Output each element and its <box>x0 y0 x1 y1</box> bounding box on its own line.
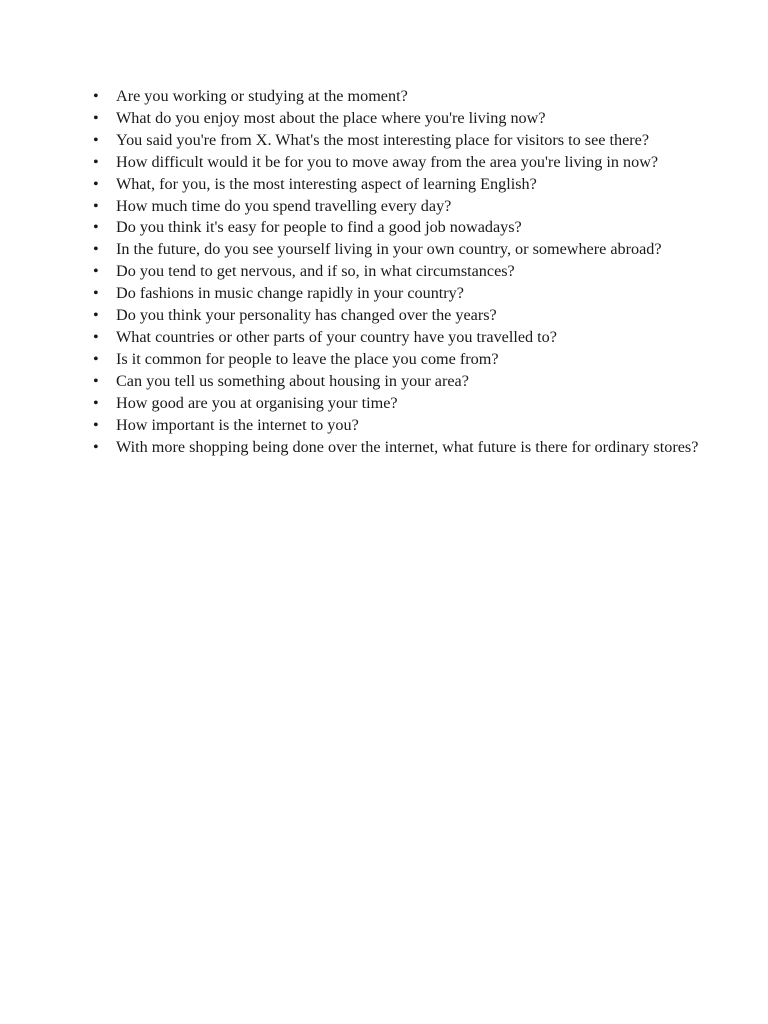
question-text: Is it common for people to leave the place you come from? <box>116 349 499 368</box>
question-item <box>70 174 753 196</box>
question-item <box>70 196 753 218</box>
question-item <box>70 305 753 327</box>
bullet-icon: • <box>93 152 99 171</box>
bullet-icon: • <box>93 349 99 368</box>
question-item <box>70 349 753 371</box>
bullet-icon: • <box>93 108 99 127</box>
question-item <box>70 393 753 415</box>
bullet-icon: • <box>93 393 99 412</box>
bullet-icon: • <box>93 87 99 105</box>
bullet-icon: • <box>93 240 99 259</box>
question-text: In the future, do you see yourself living in your own country, or somewhere abroad? <box>116 240 662 259</box>
question-item <box>70 415 753 437</box>
question-item <box>70 130 753 152</box>
question-text: Do you tend to get nervous, and if so, in what circumstances? <box>116 262 515 281</box>
question-item <box>70 371 753 393</box>
question-text: Are you working or studying at the moment? <box>116 87 408 105</box>
question-text: Can you tell us something about housing in your area? <box>116 371 469 390</box>
bullet-icon: • <box>93 371 99 390</box>
question-item <box>70 327 753 349</box>
question-item <box>70 437 753 459</box>
question-text: You said you're from X. What's the most interesting place for visitors to see there? <box>116 130 650 149</box>
bullet-icon: • <box>93 130 99 149</box>
question-item <box>70 239 753 261</box>
bullet-icon: • <box>93 327 99 346</box>
question-text: What do you enjoy most about the place where you're living now? <box>116 108 546 127</box>
document-page <box>93 86 753 458</box>
question-item <box>70 86 753 108</box>
bullet-icon: • <box>93 437 99 456</box>
question-text: What, for you, is the most interesting aspect of learning English? <box>116 174 537 193</box>
question-text: How much time do you spend travelling every day? <box>116 196 452 215</box>
question-item <box>70 108 753 130</box>
bullet-icon: • <box>93 174 99 193</box>
question-item <box>70 217 753 239</box>
question-list <box>93 86 753 458</box>
question-item <box>70 283 753 305</box>
question-text: Do fashions in music change rapidly in your country? <box>116 284 464 303</box>
question-text: Do you think your personality has changed over the years? <box>116 306 497 325</box>
question-item <box>70 152 753 174</box>
bullet-icon: • <box>93 218 99 237</box>
question-text: How difficult would it be for you to move away from the area you're living in now? <box>116 152 659 171</box>
question-text: What countries or other parts of your country have you travelled to? <box>116 327 557 346</box>
question-text: How important is the internet to you? <box>116 415 359 434</box>
bullet-icon: • <box>93 284 99 303</box>
bullet-icon: • <box>93 262 99 281</box>
question-text: How good are you at organising your time? <box>116 393 398 412</box>
question-text: With more shopping being done over the internet, what future is there for ordinary stores? <box>116 437 699 456</box>
bullet-icon: • <box>93 306 99 325</box>
question-item <box>70 261 753 283</box>
bullet-icon: • <box>93 196 99 215</box>
question-text: Do you think it's easy for people to find a good job nowadays? <box>116 218 522 237</box>
bullet-icon: • <box>93 415 99 434</box>
